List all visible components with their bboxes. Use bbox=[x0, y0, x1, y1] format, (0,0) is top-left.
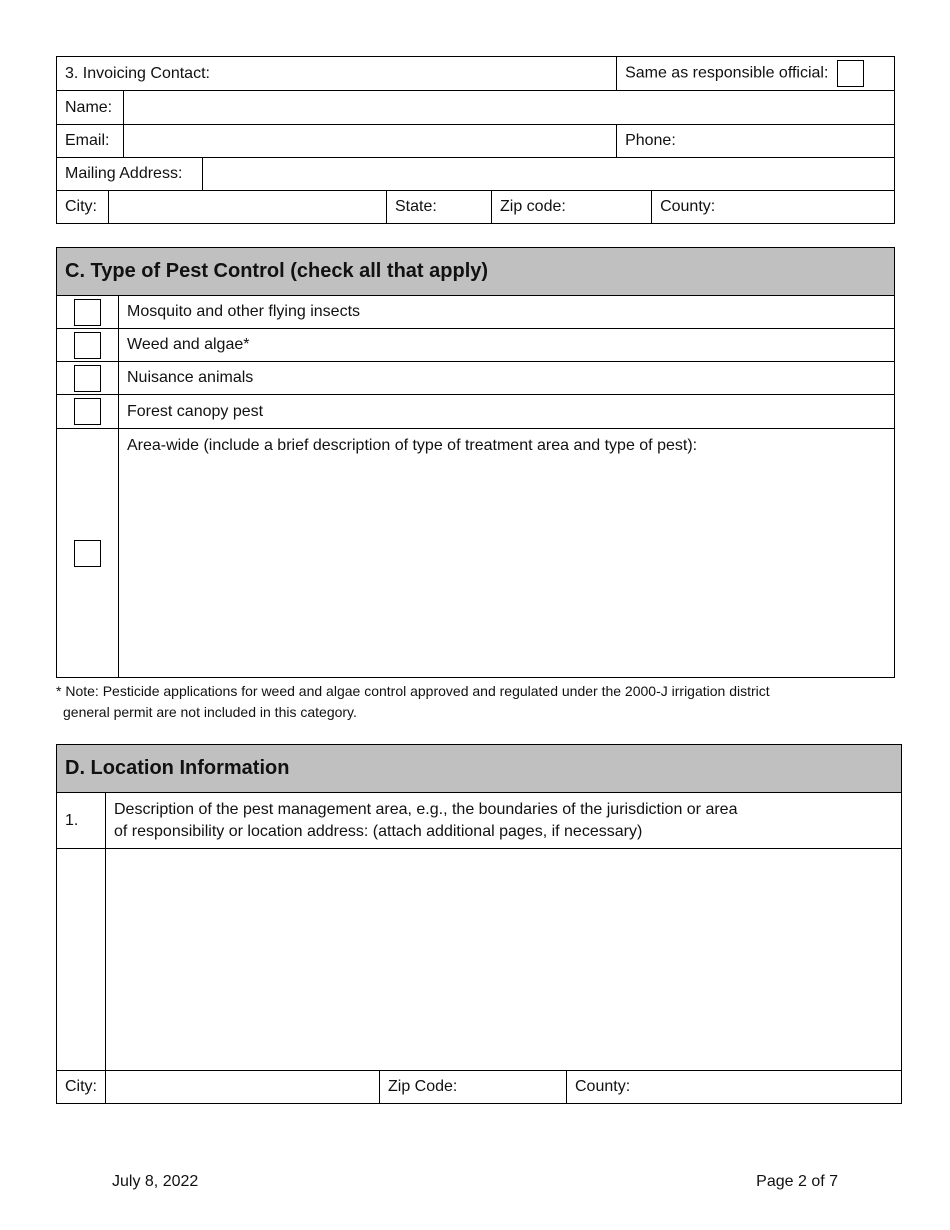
name-label: Name: bbox=[57, 91, 124, 125]
same-as-official-label: Same as responsible official: bbox=[625, 64, 829, 82]
mailing-address-field[interactable] bbox=[203, 158, 895, 191]
section-d-title: D. Location Information bbox=[57, 745, 902, 793]
phone-label: Phone: bbox=[625, 132, 676, 149]
weed-algae-checkbox[interactable] bbox=[74, 332, 101, 359]
nuisance-animals-checkbox[interactable] bbox=[74, 365, 101, 392]
location-zip-label: Zip Code: bbox=[388, 1078, 458, 1095]
location-county-field[interactable] bbox=[567, 1071, 902, 1104]
area-wide-field[interactable] bbox=[119, 429, 895, 678]
mosquito-checkbox[interactable] bbox=[74, 299, 101, 326]
description-number-blank bbox=[57, 849, 106, 1071]
option-weed-algae: Weed and algae* bbox=[119, 329, 895, 362]
option-forest-canopy: Forest canopy pest bbox=[119, 395, 895, 429]
state-label: State: bbox=[395, 198, 437, 215]
location-zip-field[interactable] bbox=[380, 1071, 567, 1104]
checkbox-cell bbox=[57, 329, 119, 362]
location-city-field[interactable] bbox=[106, 1071, 380, 1104]
checkbox-cell bbox=[57, 395, 119, 429]
option-area-wide: Area-wide (include a brief description of type of treatment area and type of pest): bbox=[127, 437, 698, 454]
invoicing-contact-title: 3. Invoicing Contact: bbox=[57, 57, 617, 91]
checkbox-cell bbox=[57, 296, 119, 329]
footer-date: July 8, 2022 bbox=[112, 1173, 199, 1190]
county-label: County: bbox=[660, 198, 716, 215]
option-mosquito: Mosquito and other flying insects bbox=[119, 296, 895, 329]
same-as-official-checkbox[interactable] bbox=[837, 60, 864, 87]
weed-algae-note bbox=[56, 681, 886, 723]
name-field[interactable] bbox=[124, 91, 895, 125]
note-line-2: general permit are not included in this category. bbox=[63, 704, 357, 720]
city-label: City: bbox=[57, 191, 109, 224]
invoicing-contact-table bbox=[56, 56, 895, 224]
zip-label: Zip code: bbox=[500, 198, 566, 215]
same-as-official-cell bbox=[617, 57, 895, 91]
location-city-label: City: bbox=[57, 1071, 106, 1104]
mailing-address-label: Mailing Address: bbox=[57, 158, 203, 191]
city-field[interactable] bbox=[109, 191, 387, 224]
checkbox-cell bbox=[57, 429, 119, 678]
email-field[interactable] bbox=[124, 125, 617, 158]
checkbox-cell bbox=[57, 362, 119, 395]
location-info-table bbox=[56, 744, 902, 1104]
option-nuisance-animals: Nuisance animals bbox=[119, 362, 895, 395]
zip-field[interactable] bbox=[492, 191, 652, 224]
state-field[interactable] bbox=[387, 191, 492, 224]
footer-page-number: Page 2 of 7 bbox=[756, 1173, 838, 1190]
description-line-2: of responsibility or location address: (attach additional pages, if necessary) bbox=[114, 822, 643, 840]
email-label: Email: bbox=[57, 125, 124, 158]
county-field[interactable] bbox=[652, 191, 895, 224]
section-c-title: C. Type of Pest Control (check all that apply) bbox=[57, 248, 895, 296]
note-line-1: * Note: Pesticide applications for weed and algae control approved and regulated under the 2000-J irrigation district bbox=[56, 683, 770, 699]
location-county-label: County: bbox=[575, 1078, 631, 1095]
forest-canopy-checkbox[interactable] bbox=[74, 398, 101, 425]
pest-area-description-field[interactable] bbox=[106, 849, 902, 1071]
area-wide-checkbox[interactable] bbox=[74, 540, 101, 567]
phone-field[interactable] bbox=[617, 125, 895, 158]
description-label bbox=[106, 793, 902, 849]
description-line-1: Description of the pest management area, e.g., the boundaries of the jurisdiction or area bbox=[114, 800, 738, 818]
item-number: 1. bbox=[57, 793, 106, 849]
pest-control-table bbox=[56, 247, 895, 678]
